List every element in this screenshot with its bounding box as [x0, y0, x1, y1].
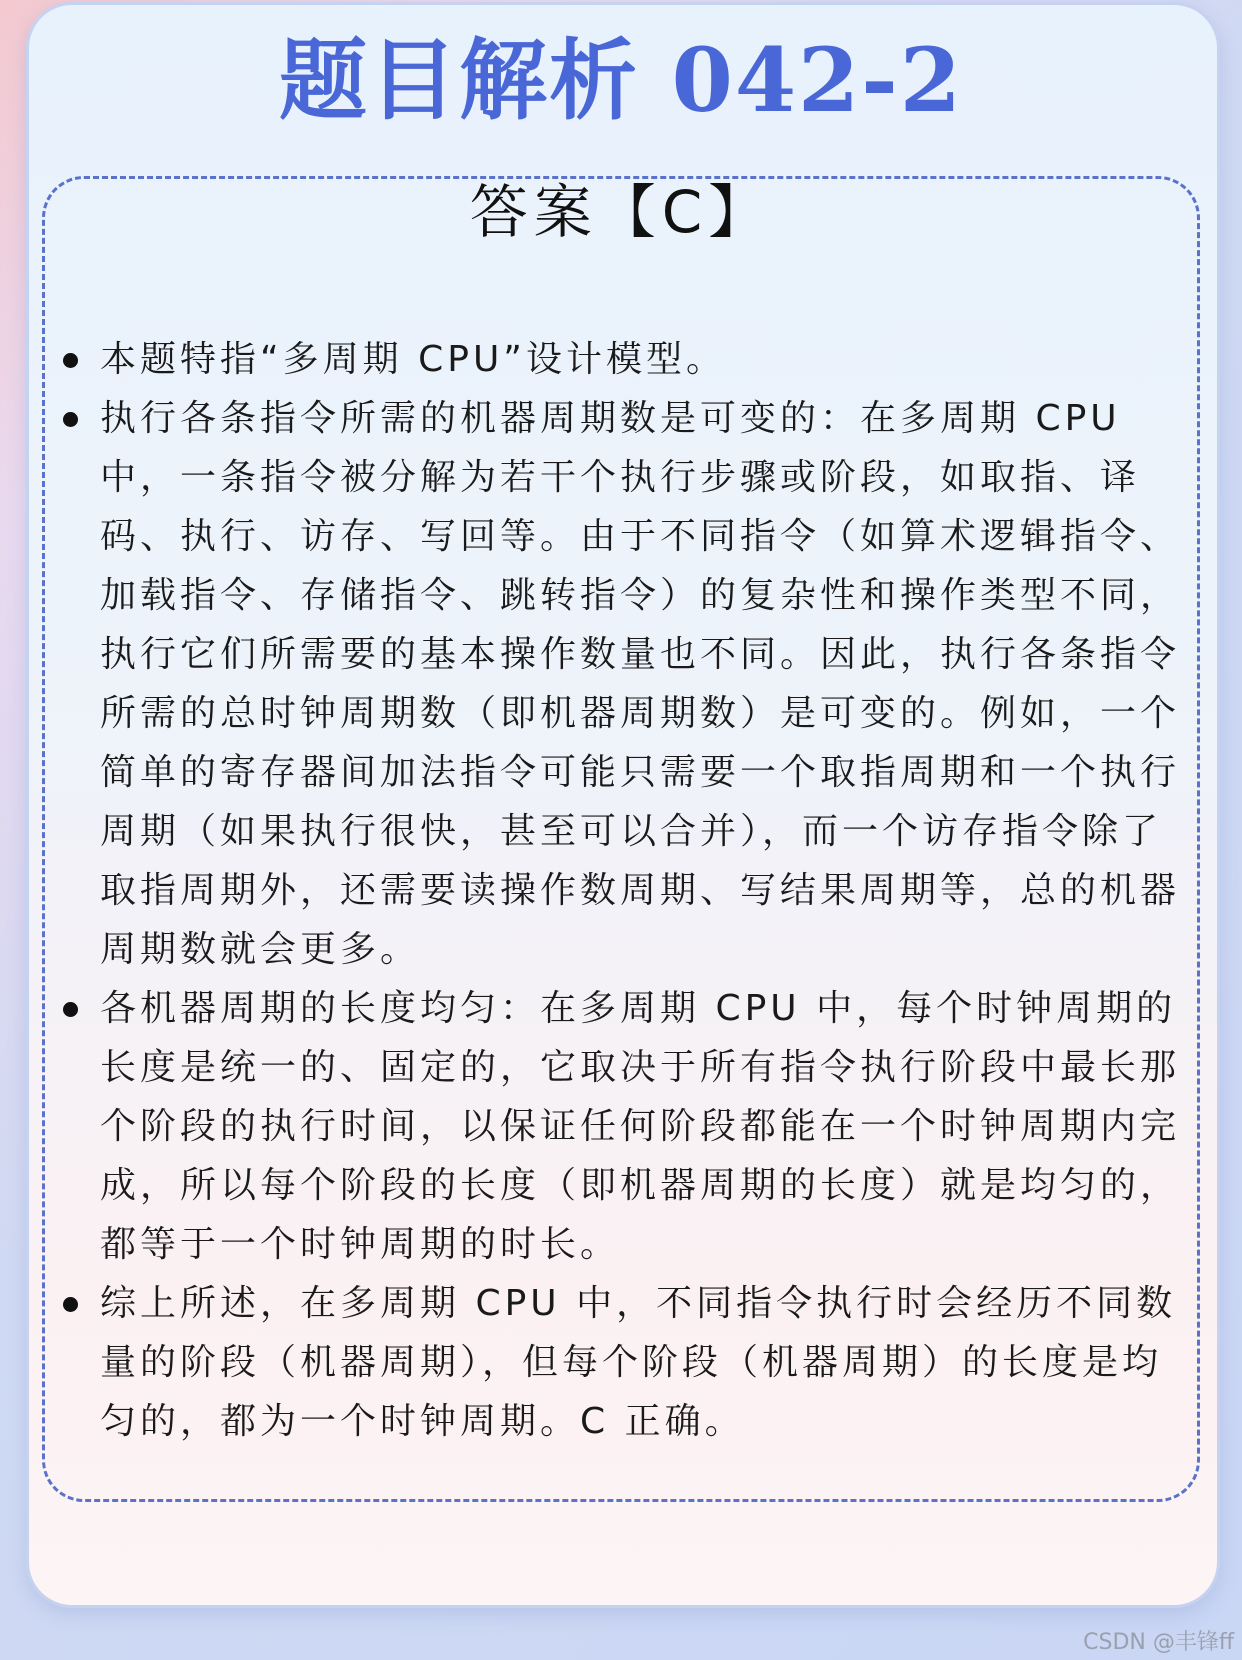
- list-item-text: 本题特指“多周期 CPU”设计模型。: [100, 339, 726, 380]
- list-item: [60, 389, 1190, 979]
- bullet-icon: [63, 1297, 78, 1312]
- list-item: [60, 330, 1190, 389]
- bullet-icon: [63, 353, 78, 368]
- bullet-icon: [63, 412, 78, 427]
- watermark: CSDN @丰锋ff: [1083, 1630, 1234, 1655]
- bullet-icon: [63, 1002, 78, 1017]
- page-title: 题目解析 042-2: [278, 28, 964, 132]
- answer-label: 答案【C】: [469, 178, 773, 246]
- explanation-list: [60, 330, 1190, 1451]
- list-item: [60, 1274, 1190, 1451]
- list-item: [60, 979, 1190, 1274]
- list-item-text: 执行各条指令所需的机器周期数是可变的：在多周期 CPU 中，一条指令被分解为若干个执行步骤或阶段，如取指、译码、执行、访存、写回等。由于不同指令（如算术逻辑指令、加载指令、存储指令、跳转指令）的复杂性和操作类型不同，执行它们所需要的基本操作数量也不同。因此，执行各条指令所需的总时钟周期数（即机器周期数）是可变的。例如，一个简单的寄存器间加法指令可能只需要一个取指周期和一个执行周期（如果执行很快，甚至可以合并），而一个访存指令除了取指周期外，还需要读操作数周期、写结果周期等，总的机器周期数就会更多。: [100, 398, 1181, 970]
- list-item-text: 各机器周期的长度均匀：在多周期 CPU 中，每个时钟周期的长度是统一的、固定的，它取决于所有指令执行阶段中最长那个阶段的执行时间，以保证任何阶段都能在一个时钟周期内完成，所以每个阶段的长度（即机器周期的长度）就是均匀的，都等于一个时钟周期的时长。: [100, 988, 1181, 1265]
- list-item-text: 综上所述，在多周期 CPU 中，不同指令执行时会经历不同数量的阶段（机器周期），但每个阶段（机器周期）的长度是均匀的，都为一个时钟周期。C 正确。: [100, 1283, 1177, 1442]
